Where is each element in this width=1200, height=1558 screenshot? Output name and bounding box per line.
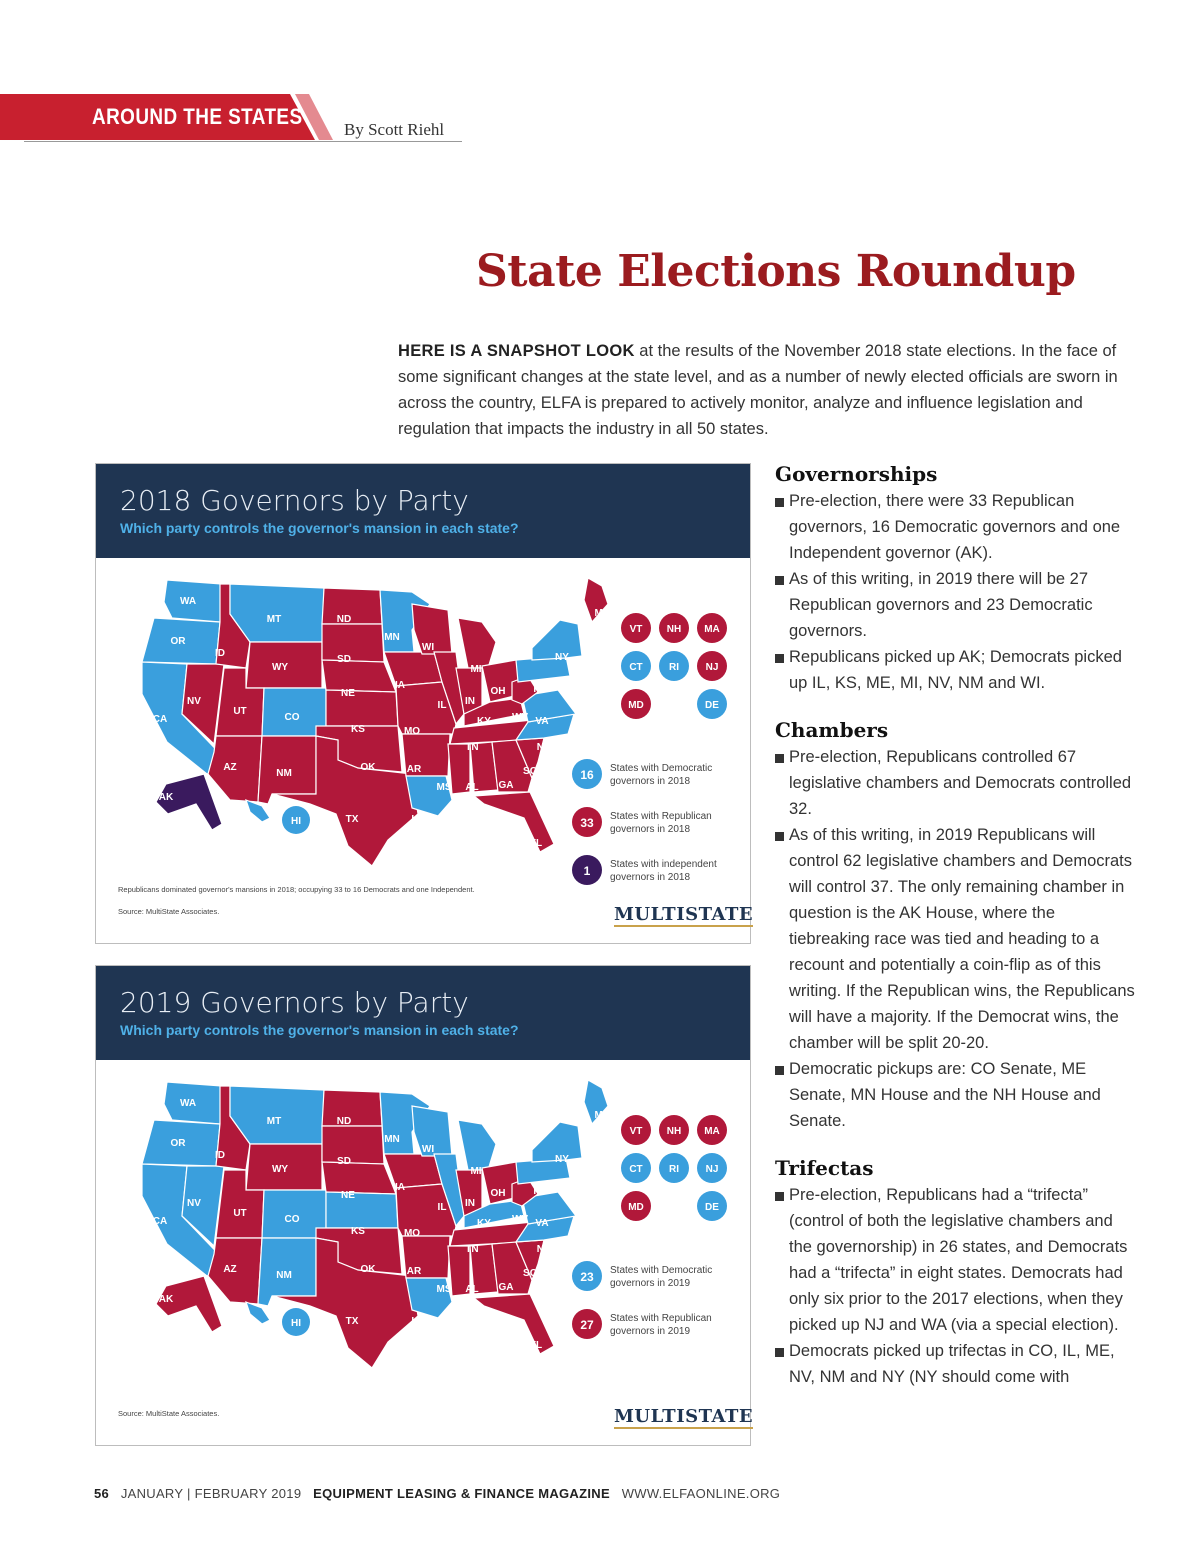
state-ks [326,1192,398,1228]
state-label-ia: IA [395,680,405,691]
state-label-ar: AR [406,764,422,775]
section-chambers [775,718,1135,1134]
state-label-oh: OH [490,1188,506,1199]
state-label-sc: SC [523,766,537,777]
state-label-ia: IA [395,1182,405,1193]
state-label-sd: SD [337,654,351,665]
magazine-name: EQUIPMENT LEASING & FINANCE MAGAZINE [313,1486,610,1501]
map-subtitle: Which party controls the governor's mansion in each state? [120,520,519,536]
section-trifectas [775,1156,1135,1390]
multistate-logo: MULTISTATE [614,904,754,925]
bullet-item [775,822,1135,1056]
bullet-square-icon [775,1066,784,1075]
state-ia [384,652,442,686]
state-label-ut: UT [233,1208,247,1219]
state-label-co: CO [284,712,300,723]
multistate-logo: MULTISTATE [614,1406,754,1427]
state-label-oh: OH [490,686,506,697]
state-label-nv: NV [187,1198,201,1209]
bullet-square-icon [775,498,784,507]
state-tile-label-md: MD [628,1202,644,1213]
state-label-nm: NM [276,768,292,779]
section-heading: Trifectas [775,1156,874,1180]
bullet-text: Democrats picked up trifectas in CO, IL, ME, NV, NM and NY (NY should come with [789,1342,1115,1386]
state-label-ar: AR [406,1266,422,1277]
map-source: Source: MultiState Associates. [118,907,220,916]
state-tile-label-ct: CT [629,662,643,673]
bullet-text: Pre-election, Republicans controlled 67 legislative chambers and Democrats controlled 32. [789,748,1132,818]
legend-count: 33 [580,816,594,830]
state-label-pa: PA [533,684,547,695]
bullet-item [775,744,1135,822]
state-label-mt: MT [266,1116,282,1127]
legend-label: governors in 2018 [610,872,691,883]
section-heading: Chambers [775,718,889,742]
state-label-nd: ND [336,1116,352,1127]
issue-date: JANUARY | FEBRUARY 2019 [120,1486,302,1501]
state-label-fl: FL [529,838,543,849]
state-label-wy: WY [271,662,289,673]
state-label-id: ID [215,1150,225,1161]
bullet-item [775,566,1135,644]
bullet-square-icon [775,832,784,841]
state-label-nc: NC [536,1244,552,1255]
state-tile-label-nj: NJ [705,662,719,673]
state-tile-label-de: DE [705,1202,719,1213]
state-label-mo: MO [403,726,421,737]
state-tile-label-ri: RI [669,662,679,673]
bullet-text: Pre-election, Republicans had a “trifecta” (control of both the legislative chambers and the governorship) in 26 states, and Democrats had a “trifecta” in eight states. Democrats had only six prior to the 2017 elections, when they picked up NJ and WA (via a special election). [789,1186,1128,1334]
state-label-ks: KS [351,724,365,735]
state-label-ut: UT [233,706,247,717]
state-label-al: AL [465,782,479,793]
state-label-nc: NC [536,742,552,753]
state-sd [322,1126,384,1164]
article-column [775,462,1135,1412]
state-label-ok: OK [360,1264,376,1275]
page-footer [94,1486,780,1501]
byline: By Scott Riehl [344,120,445,139]
legend-label: States with Republican [610,811,712,822]
state-tile-label-ma: MA [704,1126,720,1137]
state-label-in: IN [465,1198,475,1209]
state-label-wv: WV [511,712,529,723]
legend-count: 1 [583,864,591,878]
bullet-item [775,644,1135,696]
state-label-or: OR [170,1138,186,1149]
bullet-square-icon [775,654,784,663]
state-tile-label-nh: NH [666,624,682,635]
state-label-wy: WY [271,1164,289,1175]
bullet-text: As of this writing, in 2019 there will be 27 Republican governors and 23 Democratic governors. [789,570,1093,640]
bullet-list [775,744,1135,1134]
map-note: Republicans dominated governor's mansions in 2018; occupying 33 to 16 Democrats and one Independent. [118,885,475,894]
state-label-al: AL [465,1284,479,1295]
state-label-hi: HI [291,1318,301,1329]
state-label-il: IL [437,1202,447,1213]
intro-lead: HERE IS A SNAPSHOT LOOK [398,342,635,360]
state-mi [458,1120,496,1170]
state-label-mi: MI [470,664,482,675]
map-card-2018 [95,463,754,944]
state-tile-label-ri: RI [669,1164,679,1175]
state-label-ca: CA [152,714,168,725]
state-tile-label-vt: VT [629,624,643,635]
state-tile-label-de: DE [705,700,719,711]
state-label-il: IL [437,700,447,711]
legend-label: States with Democratic [610,763,713,774]
legend-count: 23 [580,1270,594,1284]
state-label-in: IN [465,696,475,707]
section-label: AROUND THE STATES [92,104,303,129]
state-tile-label-ct: CT [629,1164,643,1175]
bullet-item [775,1056,1135,1134]
state-label-id: ID [215,648,225,659]
section-heading: Governorships [775,462,938,486]
state-label-ak: AK [158,792,174,803]
state-label-va: VA [535,716,549,727]
legend-label: governors in 2019 [610,1326,691,1337]
state-label-ms: MS [436,1284,452,1295]
legend-label: governors in 2018 [610,776,691,787]
bullet-square-icon [775,576,784,585]
state-sd [322,624,384,662]
state-tile-label-vt: VT [629,1126,643,1137]
state-mi [458,618,496,668]
state-mt [230,1086,324,1144]
state-label-wa: WA [179,1098,197,1109]
bullet-item [775,1182,1135,1338]
map-card-header [96,966,750,1060]
state-label-ca: CA [152,1216,168,1227]
state-label-mn: MN [384,632,400,643]
state-label-wv: WV [511,1214,529,1225]
map-subtitle: Which party controls the governor's mansion in each state? [120,1022,519,1038]
legend-count: 27 [580,1318,594,1332]
state-label-az: AZ [223,762,237,773]
state-mt [230,584,324,642]
state-label-ms: MS [436,782,452,793]
us-map-2019 [96,1060,750,1445]
state-label-tn: TN [465,1244,479,1255]
state-label-ny: NY [555,1154,569,1165]
state-ia [384,1154,442,1188]
state-label-pa: PA [533,1186,547,1197]
page-title: State Elections Roundup [476,246,1076,297]
state-label-la: LA [411,1316,425,1327]
bullet-square-icon [775,754,784,763]
map-title: 2018 Governors by Party [120,484,469,517]
state-label-nv: NV [187,696,201,707]
bullet-square-icon [775,1192,784,1201]
state-label-tn: TN [465,742,479,753]
page-number: 56 [94,1486,110,1501]
state-label-ne: NE [341,1190,355,1201]
state-label-ky: KY [477,716,491,727]
bullet-text: Democratic pickups are: CO Senate, ME Senate, MN House and the NH House and Senate. [789,1060,1101,1130]
state-label-nm: NM [276,1270,292,1281]
bullet-text: Pre-election, there were 33 Republican governors, 16 Democratic governors and one Independent governor (AK). [789,492,1121,562]
state-label-nd: ND [336,614,352,625]
legend-label: governors in 2019 [610,1278,691,1289]
state-tile-label-ma: MA [704,624,720,635]
state-label-ga: GA [498,780,514,791]
state-label-hi: HI [291,816,301,827]
bullet-square-icon [775,1348,784,1357]
state-label-ak: AK [158,1294,174,1305]
legend-label: governors in 2018 [610,824,691,835]
section-governorships [775,462,1135,696]
state-label-ne: NE [341,688,355,699]
state-ne [322,660,396,692]
legend-count: 16 [580,768,594,782]
map-card-header [96,464,750,558]
state-tile-label-nh: NH [666,1126,682,1137]
legend-label: States with independent [610,859,717,870]
state-label-mt: MT [266,614,282,625]
state-label-mi: MI [470,1166,482,1177]
state-label-mn: MN [384,1134,400,1145]
state-tile-label-nj: NJ [705,1164,719,1175]
header-rule [24,141,462,142]
state-tile-label-md: MD [628,700,644,711]
intro-body: at the results of the November 2018 state elections. In the face of some significant changes at the state level, and as a number of newly elected officials are sworn in across the country, ELFA is prepared to actively monitor, analyze and influence legislation and regulation that impacts the industry in all 50 states. [398,342,1118,438]
state-label-ga: GA [498,1282,514,1293]
state-label-ks: KS [351,1226,365,1237]
state-label-wi: WI [421,1144,435,1155]
map-card-2019 [95,965,754,1446]
legend-label: States with Republican [610,1313,712,1324]
website-url: WWW.ELFAONLINE.ORG [621,1486,781,1501]
state-ne [322,1162,396,1194]
state-nd [322,1090,382,1126]
bullet-text: As of this writing, in 2019 Republicans will control 62 legislative chambers and Democrats will control 37. The only remaining chamber in question is the AK House, where the tiebreaking race was tied and heading to a recount and potentially a coin-flip as of this writing. If the Republican wins, the Republicans will have a majority. If the Democrat wins, the chamber will be split 20-20. [789,826,1135,1052]
state-nd [322,588,382,624]
state-label-wi: WI [421,642,435,653]
state-ks [326,690,398,726]
state-label-or: OR [170,636,186,647]
map-source: Source: MultiState Associates. [118,1409,220,1418]
legend-label: States with Democratic [610,1265,713,1276]
bullet-list [775,488,1135,696]
state-label-tx: TX [345,1316,359,1327]
state-label-mo: MO [403,1228,421,1239]
state-label-me: ME [594,1110,610,1121]
state-label-wa: WA [179,596,197,607]
state-label-me: ME [594,608,610,619]
intro-paragraph [398,338,1133,442]
bullet-item [775,1338,1135,1390]
state-label-sd: SD [337,1156,351,1167]
state-label-co: CO [284,1214,300,1225]
bullet-list [775,1182,1135,1390]
state-label-ky: KY [477,1218,491,1229]
state-label-ny: NY [555,652,569,663]
state-label-tx: TX [345,814,359,825]
state-label-la: LA [411,814,425,825]
state-label-sc: SC [523,1268,537,1279]
state-label-va: VA [535,1218,549,1229]
state-label-fl: FL [529,1340,543,1351]
state-label-ok: OK [360,762,376,773]
bullet-item [775,488,1135,566]
map-title: 2019 Governors by Party [120,986,469,1019]
state-label-az: AZ [223,1264,237,1275]
bullet-text: Republicans picked up AK; Democrats picked up IL, KS, ME, MI, NV, NM and WI. [789,648,1122,692]
